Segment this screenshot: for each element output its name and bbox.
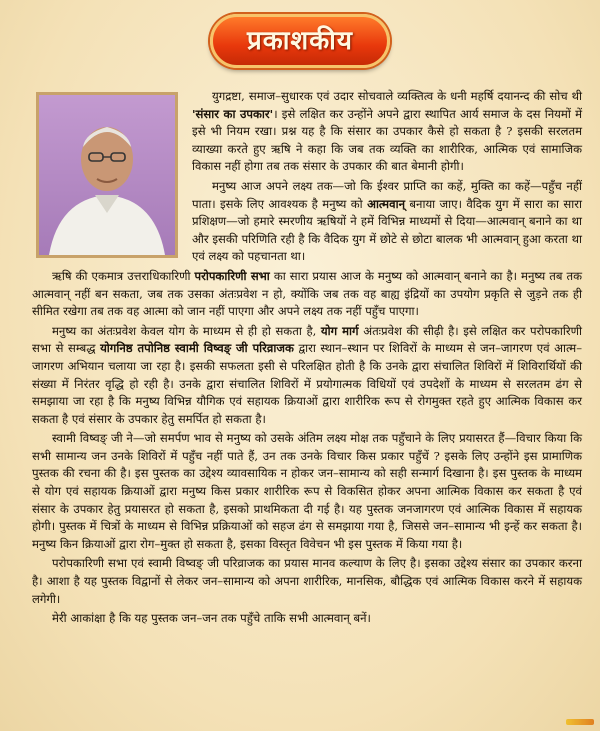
- text-run: अंतःप्रवेश की सीढ़ी है। इसे लक्षित कर परोपकारिणी सभा से सम्बद्ध: [32, 323, 582, 356]
- corner-decoration: [566, 719, 594, 725]
- page-title: प्रकाशकीय: [210, 14, 390, 68]
- bold-phrase: परोपकारिणी सभा: [194, 268, 270, 283]
- paragraph-7: [32, 610, 582, 628]
- bold-phrase: योगनिष्ठ तपोनिष्ठ स्वामी विष्वङ् जी परिव्राजक: [100, 341, 294, 356]
- paragraph-5: [32, 430, 582, 553]
- body-text: [32, 88, 582, 630]
- bold-phrase: 'संसार का उपकार': [192, 106, 274, 121]
- text-run: स्वामी विष्वङ् जी ने—जो समर्पण भाव से मनुष्य को उसके अंतिम लक्ष्य मोक्ष तक पहुँचाने के लिए प्रयासरत हैं—विचार किया कि सभी सामान्य जन उनके शिविरों में पहुँच नहीं पाते हैं, उन तक उनके विचार किस प्रकार पहुँचें ? इसके लिए उन्होंने इस प्रामाणिक पुस्तक की रचना की है। इस पुस्तक का उद्देश्य व्यावसायिक न होकर जन–सामान्य को सही सन्मार्ग दिखाना है। इस पुस्तक के माध्यम से योग एवं सहायक क्रियाओं द्वारा मनुष्य किस प्रकार शारीरिक रूप से विकसित होकर अपना आत्मिक विकास कर सकता है एवं संसार के उपकार हेतु प्रयासरत हो सकता है, इसको प्राथमिकता दी गई है। यह पुस्तक जनजागरण एवं आत्मिक विकास में सहायक होगी। पुस्तक में चित्रों के माध्यम से विभिन्न प्रक्रियाओं को सहज ढंग से समझाया गया है, जिससे जन–सामान्य भी इन्हें कर सकता है। मनुष्य किन क्रियाओं द्वारा रोग–मुक्त हो सकता है, इसका विस्तृत विवेचन भी इस पुस्तक में किया गया है।: [32, 431, 582, 551]
- paragraph-3: [32, 268, 582, 321]
- paragraph-6: [32, 555, 582, 608]
- header: [0, 14, 600, 68]
- author-photo: [36, 92, 178, 258]
- text-run: परोपकारिणी सभा एवं स्वामी विष्वङ् जी परिव्राजक का प्रयास मानव कल्याण के लिए है। इसका उद्देश्य संसार का उपकार करना है। आशा है यह पुस्तक विद्वानों से लेकर जन–सामान्य को अपना शारीरिक, मानसिक, बौद्धिक एवं आत्मिक विकास करने में सहायक लगेगी।: [32, 556, 582, 606]
- text-run: बनाया जाए। वैदिक युग में सारा का सारा प्रशिक्षण—जो हमारे स्मरणीय ऋषियों ने हमें विभिन्न माध्यमों से दिया—आत्मवान् बनाने का था और इसकी परिणिति रही है कि वैदिक युग में छोटे से छोटा बालक भी आत्मवान् हुआ करता था एवं लक्ष्य को पहचानता था।: [192, 196, 582, 264]
- text-run: मेरी आकांक्षा है कि यह पुस्तक जन–जन तक पहुँचे ताकि सभी आत्मवान् बनें।: [52, 611, 371, 626]
- paragraph-4: [32, 323, 582, 429]
- text-run: मनुष्य का अंतःप्रवेश केवल योग के माध्यम से ही हो सकता है,: [52, 323, 321, 338]
- text-run: युगद्रष्टा, समाज–सुधारक एवं उदार सोचवाले व्यक्तित्व के धनी महर्षि दयानन्द की सोच थी: [212, 89, 582, 103]
- text-run: का सारा प्रयास आज के मनुष्य को आत्मवान् बनाने का है। मनुष्य तब तक आत्मवान् नहीं बन सकता, जब तक उसका अंतःप्रवेश न हो, क्योंकि जब तक वह बाह्य इंद्रियों का उपयोग प्रकृति से जुड़ने तक ही सीमित रखेगा तब तक वह आत्मा को जान नहीं पाएगा और अपने लक्ष्य तक नहीं पहुँच पाएगा।: [32, 268, 582, 319]
- bold-phrase: योग मार्ग: [320, 323, 359, 338]
- text-run: ऋषि की एकमात्र उत्तराधिकारिणी: [52, 268, 195, 283]
- text-run: । इसे लक्षित कर उन्होंने अपने द्वारा स्थापित आर्य समाज के दस नियमों में इसे भी नियम रखा। प्रश्न यह है कि संसार का उपकार कैसे हो सकता है ? इसकी सरलतम व्याख्या करते हुए ऋषि ने कहा कि जब तक व्यक्ति का शारीरिक, आत्मिक एवं सामाजिक विकास नहीं होगा तब तक संसार के उपकार की बात बेमानी होगी।: [192, 106, 583, 174]
- text-run: द्वारा स्थान–स्थान पर शिविरों के माध्यम से जन–जागरण एवं आत्म–जागरण अभियान चलाया जा रहा है। इसकी सफलता इसी से परिलक्षित होती है कि उनके द्वारा संचालित शिविरों में शिविरार्थियों की संख्या में निरंतर वृद्धि हो रही है। उनके द्वारा संचालित शिविरों में प्रयोगात्मक विधियों एवं उपदेशों के माध्यम से सरलतम ढंग से समझाया जा रहा है कि मनुष्य विभिन्न यौगिक एवं सहायक क्रियाओं द्वारा शारीरिक रूप से रोगमुक्त रहते हुए आत्मिक विकास कर सकता है एवं संसार के उपकार हेतु समर्पित हो सकता है।: [32, 341, 583, 426]
- bold-phrase: आत्मवान्: [367, 196, 406, 211]
- text-run: मनुष्य आज अपने लक्ष्य तक—जो कि ईश्वर प्राप्ति का कहें, मुक्ति का कहें—पहुँच नहीं पाता। इसके लिए आवश्यक है मनुष्य को: [192, 178, 582, 211]
